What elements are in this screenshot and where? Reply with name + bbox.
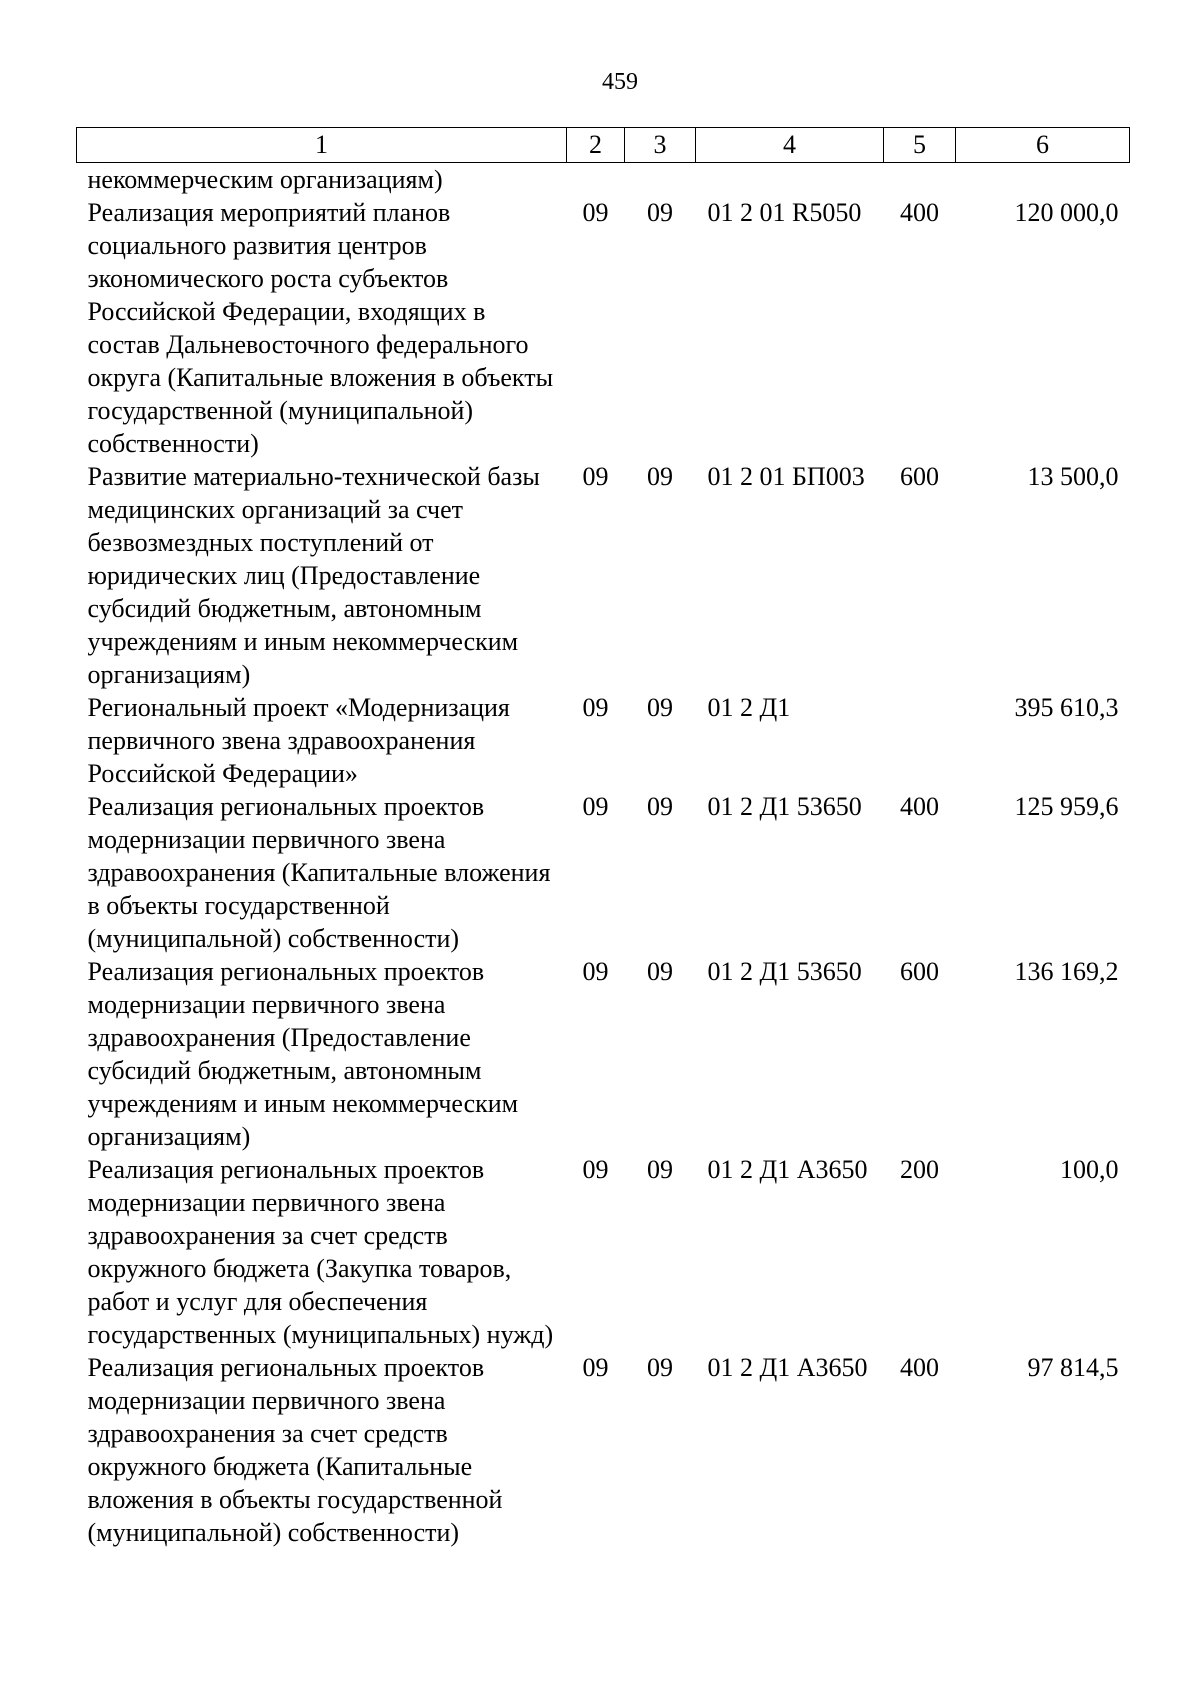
row-section: 09 [582, 1155, 609, 1184]
row-name: Реализация мероприятий планов социального развития центров экономического роста субъектов Российской Федерации, входящих в состав Дальневосточного федерального округа (Капитальные вложения в объекты государственной (муниципальной) собственности) [87, 198, 554, 458]
row-name: Развитие материально-технической базы медицинских организаций за счет безвозмездных поступлений от юридических лиц (Предоставление субсидий бюджетным, автономным учреждениям и иным некоммерческим организациям) [87, 462, 540, 689]
row-name: Реализация региональных проектов модернизации первичного звена здравоохранения (Капитальные вложения в объекты государственной (муниципальной) собственности) [87, 792, 551, 953]
row-name: некоммерческим организациям) [87, 165, 443, 194]
row-expense-type: 400 [900, 1353, 939, 1382]
table-row [77, 790, 1130, 955]
row-target-code: 01 2 Д1 53650 [707, 792, 862, 821]
row-amount: 125 959,6 [1014, 792, 1119, 821]
row-target-code: 01 2 Д1 [707, 693, 791, 722]
header-col-6: 6 [956, 128, 1130, 163]
row-name: Реализация региональных проектов модернизации первичного звена здравоохранения за счет средств окружного бюджета (Капитальные вложения в объекты государственной (муниципальной) собственности) [87, 1353, 503, 1547]
row-subsection [625, 163, 696, 197]
header-col-5: 5 [884, 128, 956, 163]
row-section: 09 [582, 198, 609, 227]
page-number: 459 [602, 69, 638, 95]
table-row [77, 163, 1130, 197]
table-row [77, 1153, 1130, 1351]
row-subsection: 09 [647, 792, 673, 821]
row-name: Реализация региональных проектов модернизации первичного звена здравоохранения (Предоставление субсидий бюджетным, автономным учреждениям и иным некоммерческим организациям) [87, 957, 519, 1151]
table-body [77, 163, 1130, 1550]
header-col-3: 3 [625, 128, 696, 163]
header-col-4: 4 [696, 128, 884, 163]
table-row [77, 691, 1130, 790]
row-expense-type: 400 [900, 198, 939, 227]
row-section [567, 163, 625, 197]
row-amount: 395 610,3 [1014, 693, 1119, 722]
row-amount: 136 169,2 [1014, 957, 1119, 986]
row-target-code: 01 2 Д1 А3650 [707, 1155, 868, 1184]
header-row [77, 128, 1130, 163]
row-expense-type: 400 [900, 792, 939, 821]
row-name: Региональный проект «Модернизация первичного звена здравоохранения Российской Федерации» [87, 693, 510, 788]
row-target-code: 01 2 01 БП003 [707, 462, 865, 491]
table-row [77, 955, 1130, 1153]
row-subsection: 09 [647, 462, 673, 491]
row-subsection: 09 [647, 198, 673, 227]
table-row [77, 460, 1130, 691]
row-expense-type [884, 163, 956, 197]
row-amount: 97 814,5 [1027, 1353, 1119, 1382]
row-name: Реализация региональных проектов модернизации первичного звена здравоохранения за счет средств окружного бюджета (Закупка товаров, работ и услуг для обеспечения государственных (муниципальных) нужд) [87, 1155, 554, 1349]
row-expense-type: 600 [900, 462, 939, 491]
row-subsection: 09 [647, 1155, 673, 1184]
row-amount [956, 163, 1130, 197]
row-section: 09 [582, 792, 609, 821]
header-col-2: 2 [567, 128, 625, 163]
row-amount: 120 000,0 [1014, 198, 1119, 227]
row-target-code: 01 2 Д1 А3650 [707, 1353, 868, 1382]
row-target-code: 01 2 01 R5050 [707, 198, 862, 227]
row-target-code: 01 2 Д1 53650 [707, 957, 862, 986]
row-expense-type: 600 [900, 957, 939, 986]
row-subsection: 09 [647, 693, 673, 722]
row-expense-type [884, 691, 956, 790]
row-subsection: 09 [647, 1353, 673, 1382]
row-subsection: 09 [647, 957, 673, 986]
table-row [77, 196, 1130, 460]
table-header [77, 128, 1130, 163]
row-amount: 100,0 [1060, 1155, 1119, 1184]
header-col-1: 1 [77, 128, 567, 163]
row-section: 09 [582, 462, 609, 491]
row-expense-type: 200 [900, 1155, 939, 1184]
row-amount: 13 500,0 [1027, 462, 1119, 491]
budget-table [76, 127, 1130, 1549]
row-target-code [696, 163, 884, 197]
row-section: 09 [582, 1353, 609, 1382]
row-section: 09 [582, 693, 609, 722]
row-section: 09 [582, 957, 609, 986]
table-row [77, 1351, 1130, 1549]
